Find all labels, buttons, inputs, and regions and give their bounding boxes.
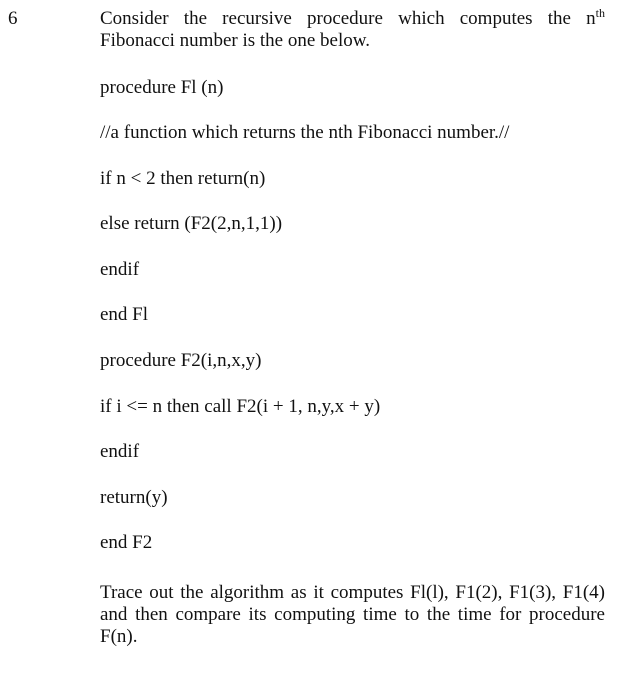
- question-number: 6: [8, 8, 18, 29]
- code-line: return(y): [100, 487, 168, 508]
- code-line: //a function which returns the nth Fibonacci number.//: [100, 122, 510, 143]
- code-line: if n < 2 then return(n): [100, 168, 266, 189]
- intro-text-end: Fibonacci number is the one below.: [100, 30, 370, 51]
- code-line: if i <= n then call F2(i + 1, n,y,x + y): [100, 396, 381, 417]
- question-intro: [100, 8, 605, 52]
- intro-text-start: Consider the recursive procedure which computes the n: [100, 8, 596, 29]
- code-line: procedure Fl (n): [100, 77, 224, 98]
- intro-superscript: th: [595, 6, 605, 20]
- code-line: end Fl: [100, 304, 149, 325]
- code-line: procedure F2(i,n,x,y): [100, 350, 262, 371]
- code-line: end F2: [100, 532, 153, 553]
- question-outro: Trace out the algorithm as it computes Fl(l), F1(2), F1(3), F1(4) and then compare its computing time to the time for procedure F(n).: [100, 582, 605, 647]
- code-line: else return (F2(2,n,1,1)): [100, 213, 283, 234]
- code-line: endif: [100, 259, 140, 280]
- code-line: endif: [100, 441, 140, 462]
